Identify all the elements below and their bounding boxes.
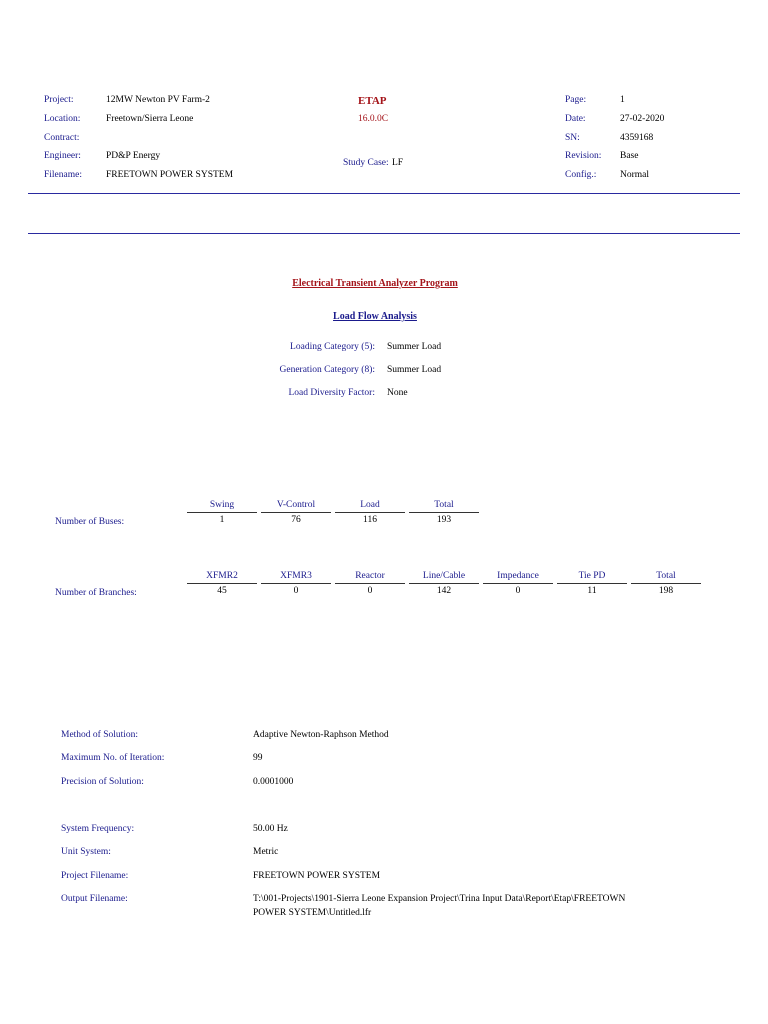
load-diversity-label: Load Diversity Factor: [288,388,375,398]
branches-col-value: 45 [217,586,227,596]
loading-category-value: Summer Load [387,342,442,352]
location-value: Freetown/Sierra Leone [106,114,194,124]
page-value: 1 [620,95,625,105]
branches-col-rule [409,583,479,584]
location-label: Location: [44,114,81,124]
study-case-value: LF [392,158,404,168]
buses-col-value: 116 [363,515,377,525]
buses-col-rule [409,512,479,513]
branches-col-head: Reactor [355,571,385,581]
frequency-value: 50.00 Hz [253,824,288,834]
project-filename-value: FREETOWN POWER SYSTEM [253,871,381,881]
branches-col-value: 142 [436,586,452,596]
sn-label: SN: [565,133,580,143]
max-iteration-label: Maximum No. of Iteration: [61,753,165,763]
app-version: 16.0.0C [358,114,389,124]
branches-col-value: 0 [293,586,299,596]
loading-category-label: Loading Category (5): [290,342,375,352]
max-iteration-value: 99 [253,753,263,763]
output-filename-line2: POWER SYSTEM\Untitled.lfr [253,908,372,918]
revision-label: Revision: [565,151,602,161]
filename-value: FREETOWN POWER SYSTEM [106,170,234,180]
branches-col-value: 0 [367,586,373,596]
branches-col-head: XFMR3 [280,571,312,581]
buses-col-value: 193 [436,515,452,525]
branches-col-rule [631,583,701,584]
branches-col-rule [261,583,331,584]
branches-col-rule [557,583,627,584]
config-label: Config.: [565,170,597,180]
unit-system-value: Metric [253,847,279,857]
branches-col-value: 198 [658,586,674,596]
filename-label: Filename: [44,170,82,180]
branches-col-rule [335,583,405,584]
branches-col-head: Line/Cable [422,571,466,581]
branches-col-rule [483,583,553,584]
generation-category-value: Summer Load [387,365,442,375]
buses-col-rule [187,512,257,513]
branches-col-head: Impedance [497,571,539,581]
precision-label: Precision of Solution: [61,777,144,787]
program-title: Electrical Transient Analyzer Program [292,278,458,289]
precision-value: 0.0001000 [253,777,294,787]
buses-col-head: Swing [209,500,235,510]
config-value: Normal [620,170,650,180]
buses-col-value: 1 [219,515,225,525]
engineer-value: PD&P Energy [106,151,161,161]
output-filename-label: Output Filename: [61,894,128,904]
branches-col-rule [187,583,257,584]
load-diversity-value: None [387,388,408,398]
buses-col-head: Total [434,500,454,510]
date-label: Date: [565,114,586,124]
revision-value: Base [620,151,639,161]
output-filename-line1: T:\001-Projects\1901-Sierra Leone Expansion Project\Trina Input Data\Report\Etap\FREETOWN [253,894,626,904]
analysis-title: Load Flow Analysis [333,311,417,322]
project-filename-label: Project Filename: [61,871,129,881]
page-label: Page: [565,95,587,105]
buses-row-label: Number of Buses: [55,517,125,527]
contract-label: Contract: [44,133,80,143]
unit-system-label: Unit System: [61,847,111,857]
buses-col-head: V-Control [276,500,316,510]
frequency-label: System Frequency: [61,824,135,834]
method-value: Adaptive Newton-Raphson Method [253,730,389,740]
buses-col-value: 76 [291,515,301,525]
branches-col-value: 0 [515,586,521,596]
header-divider-top [28,193,740,194]
project-value: 12MW Newton PV Farm-2 [106,95,210,105]
branches-col-head: XFMR2 [206,571,238,581]
header-divider-bottom [28,233,740,234]
branches-col-value: 11 [587,586,597,596]
study-case-label: Study Case: [343,158,389,168]
branches-col-head: Tie PD [578,571,606,581]
sn-value: 4359168 [620,133,654,143]
buses-col-rule [261,512,331,513]
project-label: Project: [44,95,74,105]
buses-col-rule [335,512,405,513]
method-label: Method of Solution: [61,730,139,740]
branches-col-head: Total [656,571,676,581]
branches-row-label: Number of Branches: [55,588,137,598]
buses-col-head: Load [360,500,380,510]
engineer-label: Engineer: [44,151,81,161]
date-value: 27-02-2020 [620,114,665,124]
app-name: ETAP [358,95,387,107]
generation-category-label: Generation Category (8): [279,365,375,375]
